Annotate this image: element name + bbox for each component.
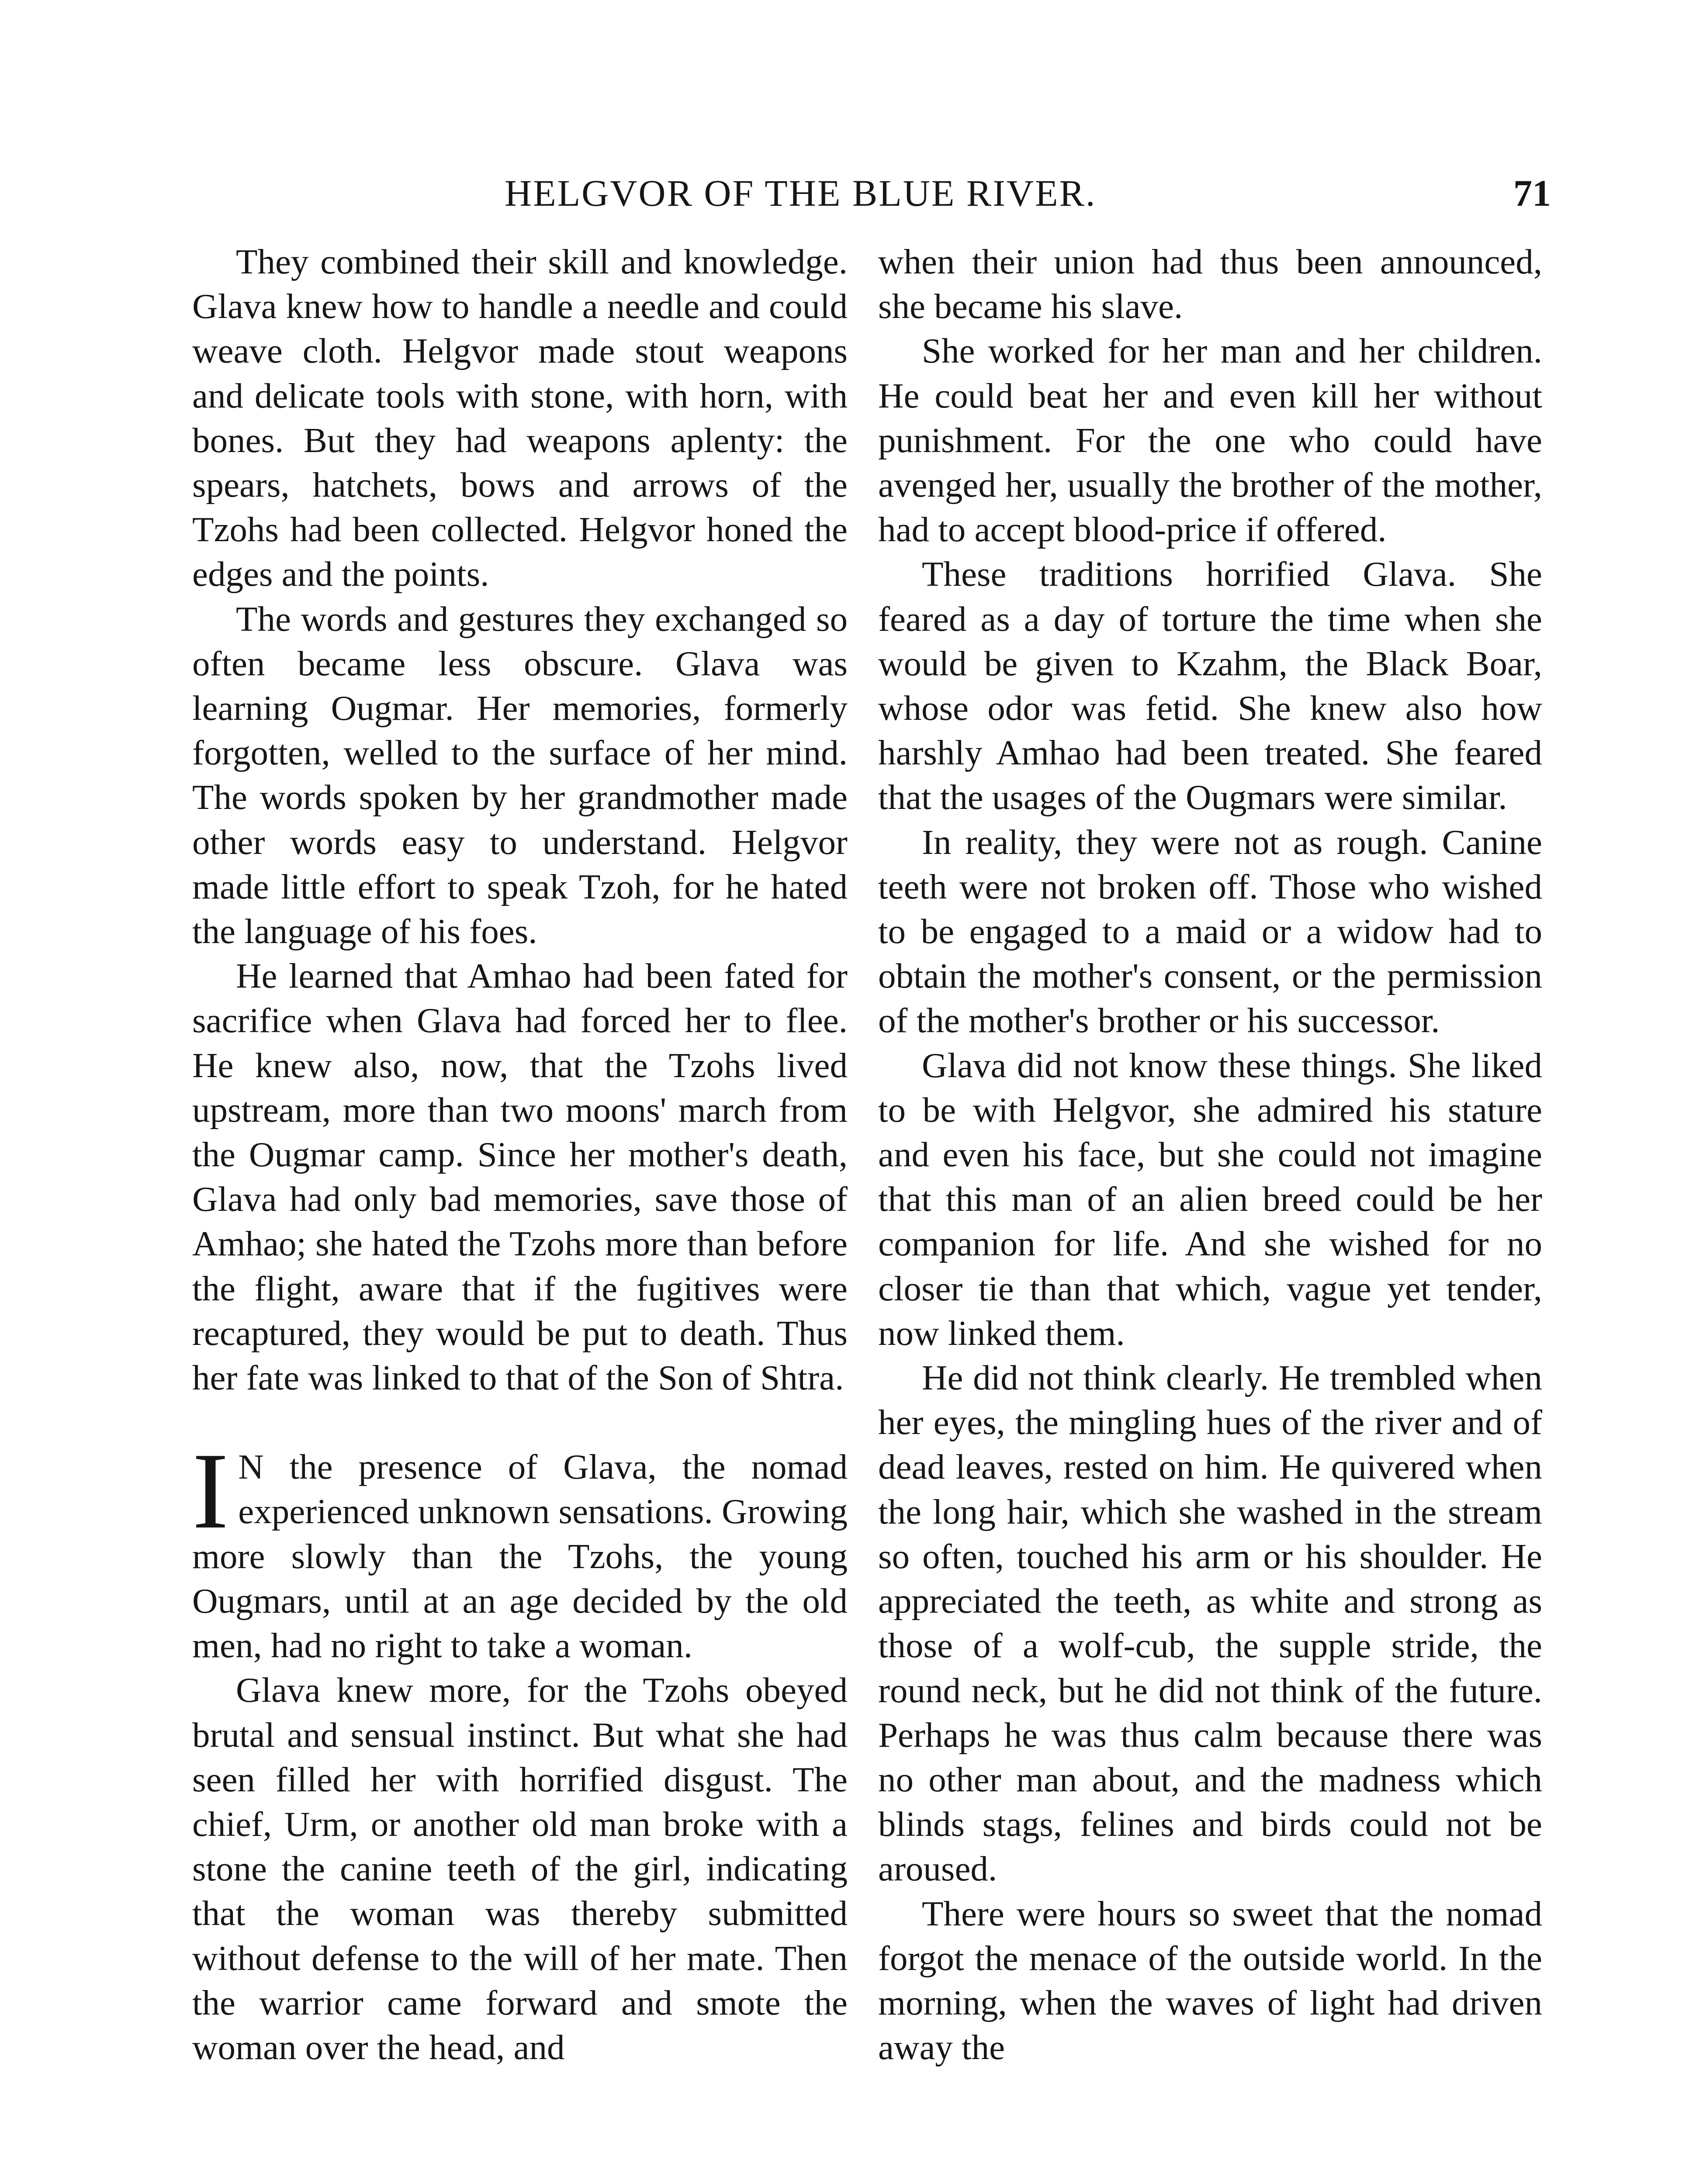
paragraph: The words and gestures they exchanged so often became less obscure. Glava was learning Ougmar. Her memories, formerly forgotten, welled to the surface of her mind. The words spoken by her grandmother made other words easy to understand. Helgvor made little effort to speak Tzoh, for he hated the language of his foes. — [192, 599, 848, 951]
paragraph: He learned that Amhao had been fated for sacrifice when Glava had forced her to flee. He knew also, now, that the Tzohs lived upstream, more than two moons' march from the Ougmar camp. Since her mother's death, Glava had only bad memories, save those of Amhao; she hated the Tzohs more than before the flight, aware that if the fugitives were recaptured, they would be put to death. Thus her fate was linked to that of the Son of Shtra. — [192, 956, 848, 1398]
page-header — [192, 162, 1551, 224]
drop-cap: I — [192, 1431, 229, 1552]
section-opening-paragraph — [192, 1431, 848, 1668]
paragraph: They combined their skill and knowledge. Glava knew how to handle a needle and could weave cloth. Helgvor made stout weapons and delicate tools with stone, with horn, with bones. But they had weapons aplenty: the spears, hatchets, bows and arrows of the Tzohs had been collected. Helgvor honed the edges and the points. — [192, 242, 848, 594]
left-column — [192, 239, 848, 2070]
paragraph: He did not think clearly. He trembled when her eyes, the mingling hues of the river and of dead leaves, rested on him. He quivered when the long hair, which she washed in the stream so often, touched his arm or his shoulder. He appreciated the teeth, as white and strong as those of a wolf-cub, the supple stride, the round neck, but he did not think of the future. Perhaps he was thus calm because there was no other man about, and the madness which blinds stags, felines and birds could not be aroused. — [878, 1358, 1542, 1889]
paragraph: Glava did not know these things. She liked to be with Helgvor, she admired his stature and even his face, but she could not imagine that this man of an alien breed could be her companion for life. And she wished for no closer tie than that which, vague yet tender, now linked them. — [878, 1045, 1542, 1353]
paragraph: These traditions horrified Glava. She feared as a day of torture the time when she would be given to Kzahm, the Black Boar, whose odor was fetid. She knew also how harshly Amhao had been treated. She feared that the usages of the Ougmars were similar. — [878, 554, 1542, 817]
right-column — [878, 239, 1542, 2070]
paragraph: Glava knew more, for the Tzohs obeyed brutal and sensual instinct. But what she had seen filled her with horrified disgust. The chief, Urm, or another old man broke with a stone the canine teeth of the girl, indicating that the woman was thereby submitted without defense to the will of her mate. Then the warrior came forward and smote the woman over the head, and — [192, 1670, 848, 2067]
page-number: 71 — [1513, 172, 1551, 214]
paragraph-text: N the presence of Glava, the nomad experienced unknown sensations. Growing more slowly than the Tzohs, the young Ougmars, until at an age decided by the old men, had no right to take a woman. — [192, 1447, 848, 1666]
paragraph: She worked for her man and her children. He could beat her and even kill her without punishment. For the one who could have avenged her, usually the brother of the mother, had to accept blood-price if offered. — [878, 331, 1542, 549]
paragraph: There were hours so sweet that the nomad forgot the menace of the outside world. In the morning, when the waves of light had driven away the — [878, 1894, 1542, 2067]
paragraph-continued: when their union had thus been announced, she became his slave. — [878, 242, 1542, 326]
running-title: HELGVOR OF THE BLUE RIVER. — [505, 172, 1097, 214]
paragraph: In reality, they were not as rough. Canine teeth were not broken off. Those who wished to be engaged to a maid or a widow had to obtain the mother's consent, or the permission of the mother's brother or his successor. — [878, 822, 1542, 1040]
